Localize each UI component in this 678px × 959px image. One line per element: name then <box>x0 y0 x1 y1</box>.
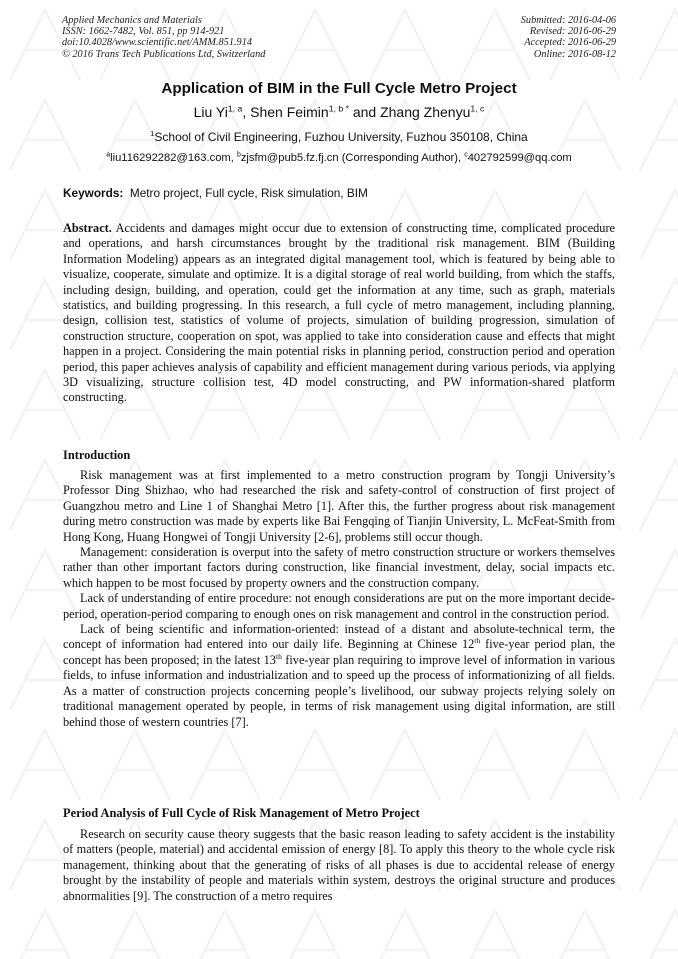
paragraph <box>63 622 615 730</box>
journal-name: Applied Mechanics and Materials <box>62 15 202 26</box>
dates-header <box>521 15 616 60</box>
ordinal-sup: th <box>474 636 481 646</box>
affiliation <box>0 130 678 145</box>
author-separator: , <box>242 104 251 120</box>
date-revised: Revised: 2016-06-29 <box>529 26 616 38</box>
paragraph: Research on security cause theory suggests that the basic reason leading to safety accident is the instability of matters (people, material) and accidental emission of energy [8]. To apply this theory to the whole cycle risk management, thinking about that the generating of risks of all phases is due to accidental release of energy brought by the instability of people and materials within system, destroys the original structure and produces abnormalities [9]. The construction of a metro requires <box>63 827 615 903</box>
author-name: Zhang Zhenyu <box>380 104 471 120</box>
email-sup-c: c <box>464 151 468 159</box>
author-list <box>0 103 678 121</box>
date-online: Online: 2016-08-12 <box>533 48 616 60</box>
author-name: Shen Feimin <box>250 104 329 120</box>
abstract-text: Accidents and damages might occur due to extension of constructing time, complicated procedure and operations, and harsh circumstances brought by the traditional risk management. BIM (Building Information Modeling) appears as an integrated digital management tool, which is featured by being able to visualize, cooperate, simulate and optimize. It is a digital storage of real world building, from which the staffs, including design, building, and operation, could get the information at any time, such as graph, materials statistics, and building progressing. In this research, a full cycle of metro management, including planning, design, collision test, statistics of volume of projects, simulation of building progression, simulation of construction structure, cooperation on spot, was applied to take into consideration cause and effects that might happen in a project. Considering the main potential risks in planning period, construction period and operation period, this paper achieves analysis of capability and efficient management during various periods, via applying 3D visualizing, structure collision test, 4D model constructing, and PW information-shared platform constructing. <box>63 221 615 405</box>
paragraph: Risk management was at first implemented to a metro construction program by Tongji University’s Professor Ding Shizhao, who had researched the risk and safety-control of construction of first project of Guangzhou metro and Line 1 of Shanghai Metro [1]. After this, the further progress about risk management during metro construction was made by experts like Bai Fengqing of Tianjin University, L. McFeat-Smith from Hong Kong, Huang Hongwei of Tongji University [2-6], problems still occur though. <box>63 468 615 544</box>
keywords-text: Metro project, Full cycle, Risk simulation, BIM <box>129 186 368 200</box>
journal-issn: ISSN: 1662-7482, Vol. 851, pp 914-921 <box>62 26 225 38</box>
author-sup: 1, a <box>227 103 243 114</box>
keywords <box>63 186 615 201</box>
introduction-heading: Introduction <box>63 448 131 462</box>
author-and: and <box>348 104 381 120</box>
period-analysis-body <box>63 827 615 904</box>
journal-copyright: © 2016 Trans Tech Publications Ltd, Switzerland <box>62 48 266 60</box>
author-name: Liu Yi <box>193 104 228 120</box>
introduction-body <box>63 468 615 730</box>
ordinal-sup: th <box>275 651 282 661</box>
affiliation-sup: 1 <box>150 129 155 138</box>
journal-doi: doi:10.4028/www.scientific.net/AMM.851.914 <box>62 37 252 49</box>
paragraph: Lack of understanding of entire procedure: not enough considerations are put on the more important decide-period, operation-period comparing to enough ones on risk management and control in the construction period. <box>63 591 615 621</box>
paragraph-text: five-year plan requiring to improve level of information in various fields, to infuse information and industrialization and to speed up the process of informationizing of all fields. As a matter of construction projects concerning people’s livelihood, our subway projects relying solely on traditional management operated by people, in terms of risk management using digital information, are still behind those of western countries [7]. <box>63 652 615 729</box>
affiliation-text: School of Civil Engineering, Fuzhou University, Fuzhou 350108, China <box>154 130 528 144</box>
email-b: zjsfm@pub5.fz.fj.cn (Corresponding Author), <box>240 152 465 164</box>
abstract <box>63 221 615 406</box>
email-a: liu116292282@163.com, <box>110 152 237 164</box>
email-sup-b: b <box>236 151 241 159</box>
author-emails <box>0 151 678 166</box>
date-submitted: Submitted: 2016-04-06 <box>520 15 616 26</box>
paragraph-text: five-year period plan, the concept has been proposed; in the latest 13 <box>63 637 615 667</box>
period-analysis-heading: Period Analysis of Full Cycle of Risk Management of Metro Project <box>63 806 420 820</box>
email-c: 402792599@qq.com <box>467 152 572 164</box>
paper-title: Application of BIM in the Full Cycle Metro Project <box>161 80 517 97</box>
keywords-label: Keywords: <box>63 186 124 200</box>
author-sup: 1, b * <box>328 103 349 114</box>
abstract-label: Abstract. <box>63 221 112 235</box>
author-sup: 1, c <box>470 103 485 114</box>
date-accepted: Accepted: 2016-06-29 <box>524 37 616 49</box>
email-sup-a: a <box>106 151 111 159</box>
paragraph-text: Lack of being scientific and information-oriented: instead of a distant and absolute-technical term, the concept of information had entered into our daily life. Beginning at Chinese 12 <box>63 622 615 652</box>
journal-header <box>62 15 265 60</box>
paragraph: Management: consideration is overput into the safety of metro construction structure or workers themselves rather than other important factors during construction, like financial investment, delay, social impacts etc. which happen to be most focused by property owners and the construction company. <box>63 545 615 590</box>
